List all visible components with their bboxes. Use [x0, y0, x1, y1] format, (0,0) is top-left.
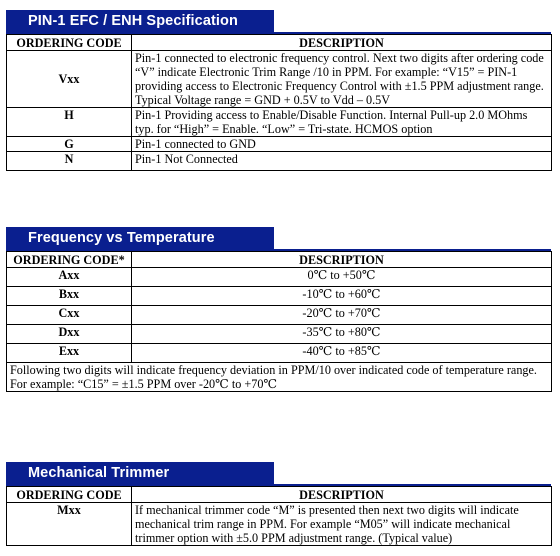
mech-header-desc: DESCRIPTION [132, 487, 552, 503]
table-row [7, 51, 552, 108]
mech-header-code: ORDERING CODE [7, 487, 132, 503]
table-row [7, 152, 552, 171]
mech-section [6, 462, 551, 546]
table-row [7, 108, 552, 137]
pin1-header-row [7, 35, 552, 51]
mech-desc-mxx: If mechanical trimmer code “M” is presented then next two digits will indicate mechanical trim range in PPM. For example “M05” will indicate mechanical trimmer option with ±5.0 PPM adjustment range. (Typical value) [132, 503, 552, 546]
freq-section [6, 227, 551, 392]
freq-desc-bxx: -10℃ to +60℃ [132, 287, 552, 306]
pin1-desc-vxx: Pin-1 connected to electronic frequency control. Next two digits after ordering code “V” indicate Electronic Trim Range /10 in PPM. For example: “V15” = PIN-1 providing access to Electronic Frequency Control with ±1.5 PPM adjustment range. Typical Voltage range = GND + 0.5V to Vdd – 0.5V [132, 51, 552, 108]
table-row [7, 325, 552, 344]
table-row [7, 344, 552, 363]
pin1-table [6, 34, 552, 171]
freq-table [6, 251, 552, 392]
pin1-title: PIN-1 EFC / ENH Specification [6, 10, 274, 32]
freq-code-dxx: Dxx [7, 325, 132, 344]
table-row [7, 306, 552, 325]
freq-desc-axx: 0℃ to +50℃ [132, 268, 552, 287]
mech-table [6, 486, 552, 546]
pin1-section [6, 10, 551, 171]
table-row [7, 268, 552, 287]
freq-desc-exx: -40℃ to +85℃ [132, 344, 552, 363]
freq-header-desc: DESCRIPTION [132, 252, 552, 268]
table-row [7, 137, 552, 152]
freq-header-row [7, 252, 552, 268]
freq-code-exx: Exx [7, 344, 132, 363]
pin1-desc-h: Pin-1 Providing access to Enable/Disable Function. Internal Pull-up 2.0 MOhms typ. for “High” = Enable. “Low” = Tri-state. HCMOS option [132, 108, 552, 137]
freq-note-row [7, 363, 552, 392]
mech-title: Mechanical Trimmer [6, 462, 274, 484]
freq-desc-cxx: -20℃ to +70℃ [132, 306, 552, 325]
pin1-desc-n: Pin-1 Not Connected [132, 152, 552, 171]
pin1-desc-g: Pin-1 connected to GND [132, 137, 552, 152]
freq-title: Frequency vs Temperature [6, 227, 274, 249]
freq-desc-dxx: -35℃ to +80℃ [132, 325, 552, 344]
pin1-code-vxx: Vxx [7, 51, 132, 108]
freq-code-bxx: Bxx [7, 287, 132, 306]
pin1-code-n: N [7, 152, 132, 171]
freq-code-axx: Axx [7, 268, 132, 287]
freq-header-code: ORDERING CODE* [7, 252, 132, 268]
freq-code-cxx: Cxx [7, 306, 132, 325]
freq-note: Following two digits will indicate frequency deviation in PPM/10 over indicated code of temperature range. For example: “C15” = ±1.5 PPM over -20℃ to +70℃ [7, 363, 552, 392]
table-row [7, 287, 552, 306]
mech-header-row [7, 487, 552, 503]
mech-code-mxx: Mxx [7, 503, 132, 546]
table-row [7, 503, 552, 546]
pin1-code-g: G [7, 137, 132, 152]
pin1-code-h: H [7, 108, 132, 137]
pin1-header-desc: DESCRIPTION [132, 35, 552, 51]
pin1-header-code: ORDERING CODE [7, 35, 132, 51]
